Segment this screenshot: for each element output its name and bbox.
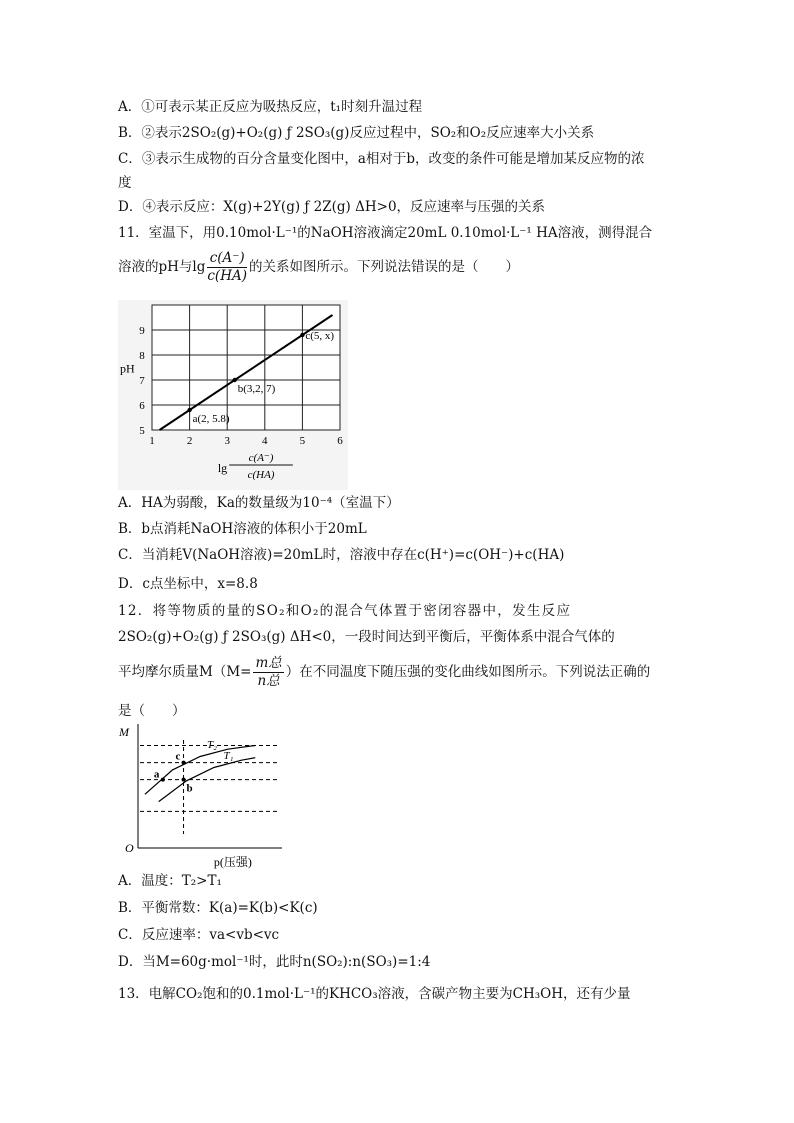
q10-option-c-line1: C．③表示生成物的百分含量变化图中，a相对于b，改变的条件可能是增加某反应物的浓: [118, 151, 645, 167]
q10-option-d: D．④表示反应：X(g)+2Y(g) ƒ 2Z(g) ΔH>0，反应速率与压强的关系: [118, 199, 546, 215]
q12-stem-line1: 12．将等物质的量的SO₂和O₂的混合气体置于密闭容器中，发生反应: [118, 603, 572, 619]
data-point-label: c: [175, 750, 181, 763]
q11-stem-post: 的关系如图所示。下列说法错误的是（ ）: [249, 259, 519, 275]
q10-option-a: A．①可表示某正反应为吸热反应，t₁时刻升温过程: [118, 99, 423, 115]
q12-stem-line3: [118, 655, 650, 690]
data-point: [233, 378, 237, 382]
y-tick-label: 5: [139, 425, 145, 437]
data-point: [182, 761, 186, 765]
q11-fraction: [207, 250, 247, 285]
y-axis-label: M: [119, 725, 129, 739]
q12-stem-pre: 平均摩尔质量M（M=: [118, 664, 252, 680]
q12-option-b: B．平衡常数：K(a)=K(b)<K(c): [118, 900, 318, 916]
x-tick-label: 4: [262, 435, 268, 447]
data-point-label: c(5, x): [305, 330, 335, 342]
q12-option-a: A．温度：T₂>T₁: [118, 873, 222, 889]
data-point-label: b: [186, 782, 193, 795]
y-tick-label: 8: [139, 350, 145, 362]
ph-chart: [118, 300, 348, 490]
series-label: T₁: [223, 749, 234, 762]
q12-fraction: [253, 655, 283, 690]
q11-stem-pre: 溶液的pH与lg: [118, 259, 206, 275]
data-point: [187, 408, 191, 412]
q12-option-c: C．反应速率：va<vb<vc: [118, 927, 280, 943]
series-label: T₂: [207, 738, 217, 751]
series-curve: [145, 746, 255, 795]
data-point-label: b(3,2, 7): [237, 383, 276, 395]
x-axis-label: p(压强): [213, 855, 252, 869]
q13-stem-line1: 13．电解CO₂饱和的0.1mol·L⁻¹的KHCO₃溶液，含碳产物主要为CH₃OH，还有少量: [118, 986, 631, 1002]
origin-label: O: [125, 841, 134, 855]
x-tick-label: 1: [149, 435, 155, 447]
q12-frac-num: m总: [255, 655, 282, 671]
x-axis-label-num: c(A⁻): [248, 452, 274, 464]
q11-stem-line1: 11．室温下，用0.10mol·L⁻¹的NaOH溶液滴定20mL 0.10mol·L⁻¹ HA溶液，测得混合: [118, 225, 653, 241]
y-axis-label: pH: [120, 361, 135, 376]
x-tick-label: 3: [224, 435, 230, 447]
molar-mass-chart: [118, 720, 288, 870]
data-point-label: a: [153, 768, 160, 781]
q12-option-d: D．当M=60g·mol⁻¹时，此时n(SO₂):n(SO₃)=1:4: [118, 954, 431, 970]
q12-stem-post: ）在不同温度下随压强的变化曲线如图所示。下列说法正确的: [285, 664, 651, 680]
data-point: [182, 778, 186, 782]
q11-stem-line2: [118, 250, 519, 285]
q11-frac-den: c(HA): [207, 268, 247, 284]
data-point-label: a(2, 5.8): [192, 413, 230, 425]
x-axis-label-prefix: lg: [217, 461, 228, 475]
x-tick-label: 2: [186, 435, 193, 447]
q11-frac-num: c(A⁻): [207, 250, 247, 268]
plot-area: [152, 305, 340, 430]
q12-frac-den: n总: [257, 673, 280, 689]
q11-option-d: D．c点坐标中，x=8.8: [118, 576, 258, 592]
y-tick-label: 9: [139, 325, 145, 337]
q11-option-c: C．当消耗V(NaOH溶液)=20mL时，溶液中存在c(H⁺)=c(OH⁻)+c(HA): [118, 547, 565, 563]
q12-stem-line2: 2SO₂(g)+O₂(g) ƒ 2SO₃(g) ΔH<0，一段时间达到平衡后，平衡体系中混合气体的: [118, 629, 615, 645]
data-point: [300, 333, 304, 337]
q10-option-b: B．②表示2SO₂(g)+O₂(g) ƒ 2SO₃(g)反应过程中，SO₂和O₂反应速率大小关系: [118, 125, 595, 141]
y-tick-label: 7: [139, 375, 145, 387]
x-axis-label-den: c(HA): [247, 469, 275, 481]
data-point: [161, 778, 165, 782]
x-tick-label: 5: [299, 435, 306, 447]
q12-stem-line4: 是（ ）: [118, 703, 186, 719]
q11-option-b: B．b点消耗NaOH溶液的体积小于20mL: [118, 521, 367, 537]
q10-option-c-line2: 度: [118, 175, 132, 191]
q11-option-a: A．HA为弱酸，Ka的数量级为10⁻⁴（室温下）: [118, 495, 400, 511]
y-tick-label: 6: [139, 400, 145, 412]
x-tick-label: 6: [337, 435, 343, 447]
